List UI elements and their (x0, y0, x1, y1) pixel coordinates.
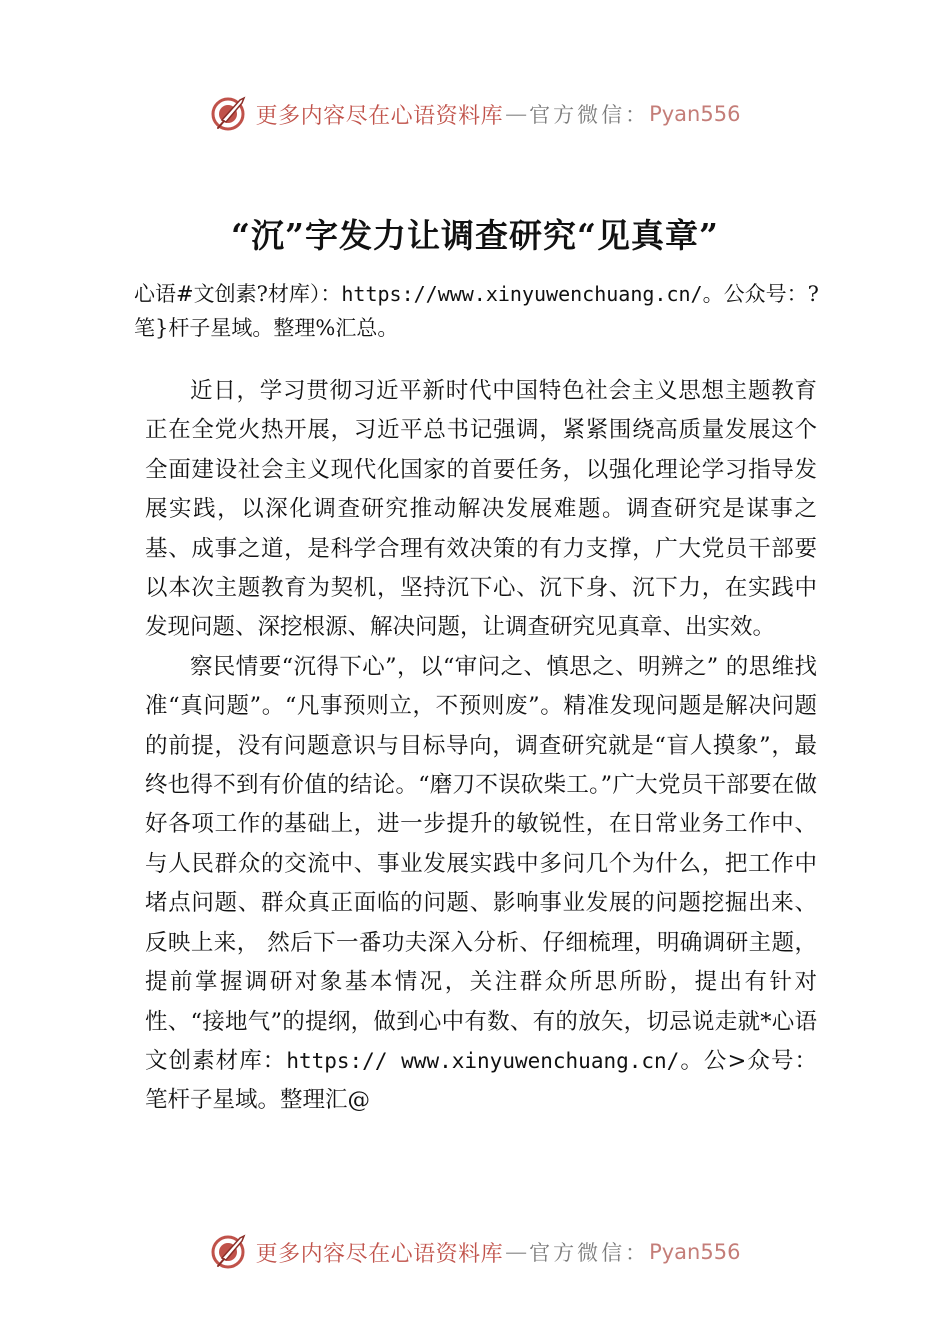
banner-main-text: 更多内容尽在心语资料库 (255, 1241, 504, 1267)
banner-dash: — (505, 101, 528, 127)
banner-label: 官方微信： (529, 1241, 650, 1265)
banner-wechat-id: Pyan556 (649, 1240, 741, 1264)
article-body (145, 372, 817, 1121)
paragraph-2-text: 察民情要“沉得下心”，以“审问之、慎思之、明辨之” 的思维找准“真问题”。“凡事预则立，不预则废”。精准发现问题是解决问题的前提，没有问题意识与目标导向，调查研究就是“盲人摸象”，最终也得不到有价值的结论。“磨刀不误砍柴工。”广大党员干部要在做好各项工作的基础上，进一步提升的敏锐性，在日常业务工作中、与人民群众的交流中、事业发展实践中多问几个为什么，把工作中堵点问题、群众真正面临的问题、影响事业发展的问题挖掘出来、反映上来， 然后下一番功夫深入分析、仔细梳理，明确调研主题，提前掌握调研对象基本情况，关注群众所思所盼，提出有针对性、“接地气”的提纲，做到心中有数、有的放矢，切忌说走就*心语文创素材库： (145, 653, 817, 1074)
page-title: “沉”字发力让调查研究“见真章” (231, 216, 719, 255)
source-prefix: 心语#文创素?材库）： (134, 282, 342, 306)
paragraph-2-url[interactable]: https:// www.xinyuwenchuang.cn/ (286, 1048, 680, 1073)
banner-label: 官方微信： (529, 103, 650, 127)
paragraph-2 (145, 648, 817, 1121)
banner-dash: — (505, 1239, 528, 1265)
source-url[interactable]: https://www.xinyuwenchuang.cn/ (341, 282, 703, 306)
source-line (134, 277, 834, 345)
paragraph-2-tail: 。公>众号：笔杆子星域。整理汇@ (145, 1047, 817, 1114)
paragraph-1: 近日，学习贯彻习近平新时代中国特色社会主义思想主题教育正在全党火热开展，习近平总书记强调，紧紧围绕高质量发展这个全面建设社会主义现代化国家的首要任务，以强化理论学习指导发展实践，以深化调查研究推动解决发展难题。调查研究是谋事之基、成事之道，是科学合理有效决策的有力支撑，广大党员干部要以本次主题教育为契机，坚持沉下心、沉下身、沉下力，在实践中发现问题、深挖根源、解决问题，让调查研究见真章、出实效。 (145, 378, 817, 641)
source-suffix: 。公众号：?笔}杆子星域。整理%汇总。 (134, 282, 819, 340)
footer-banner (0, 1230, 950, 1274)
header-banner (0, 92, 950, 136)
quill-logo-icon (210, 1232, 250, 1272)
banner-wechat-id: Pyan556 (649, 102, 741, 126)
banner-main-text: 更多内容尽在心语资料库 (255, 103, 504, 129)
quill-logo-icon (210, 94, 250, 134)
